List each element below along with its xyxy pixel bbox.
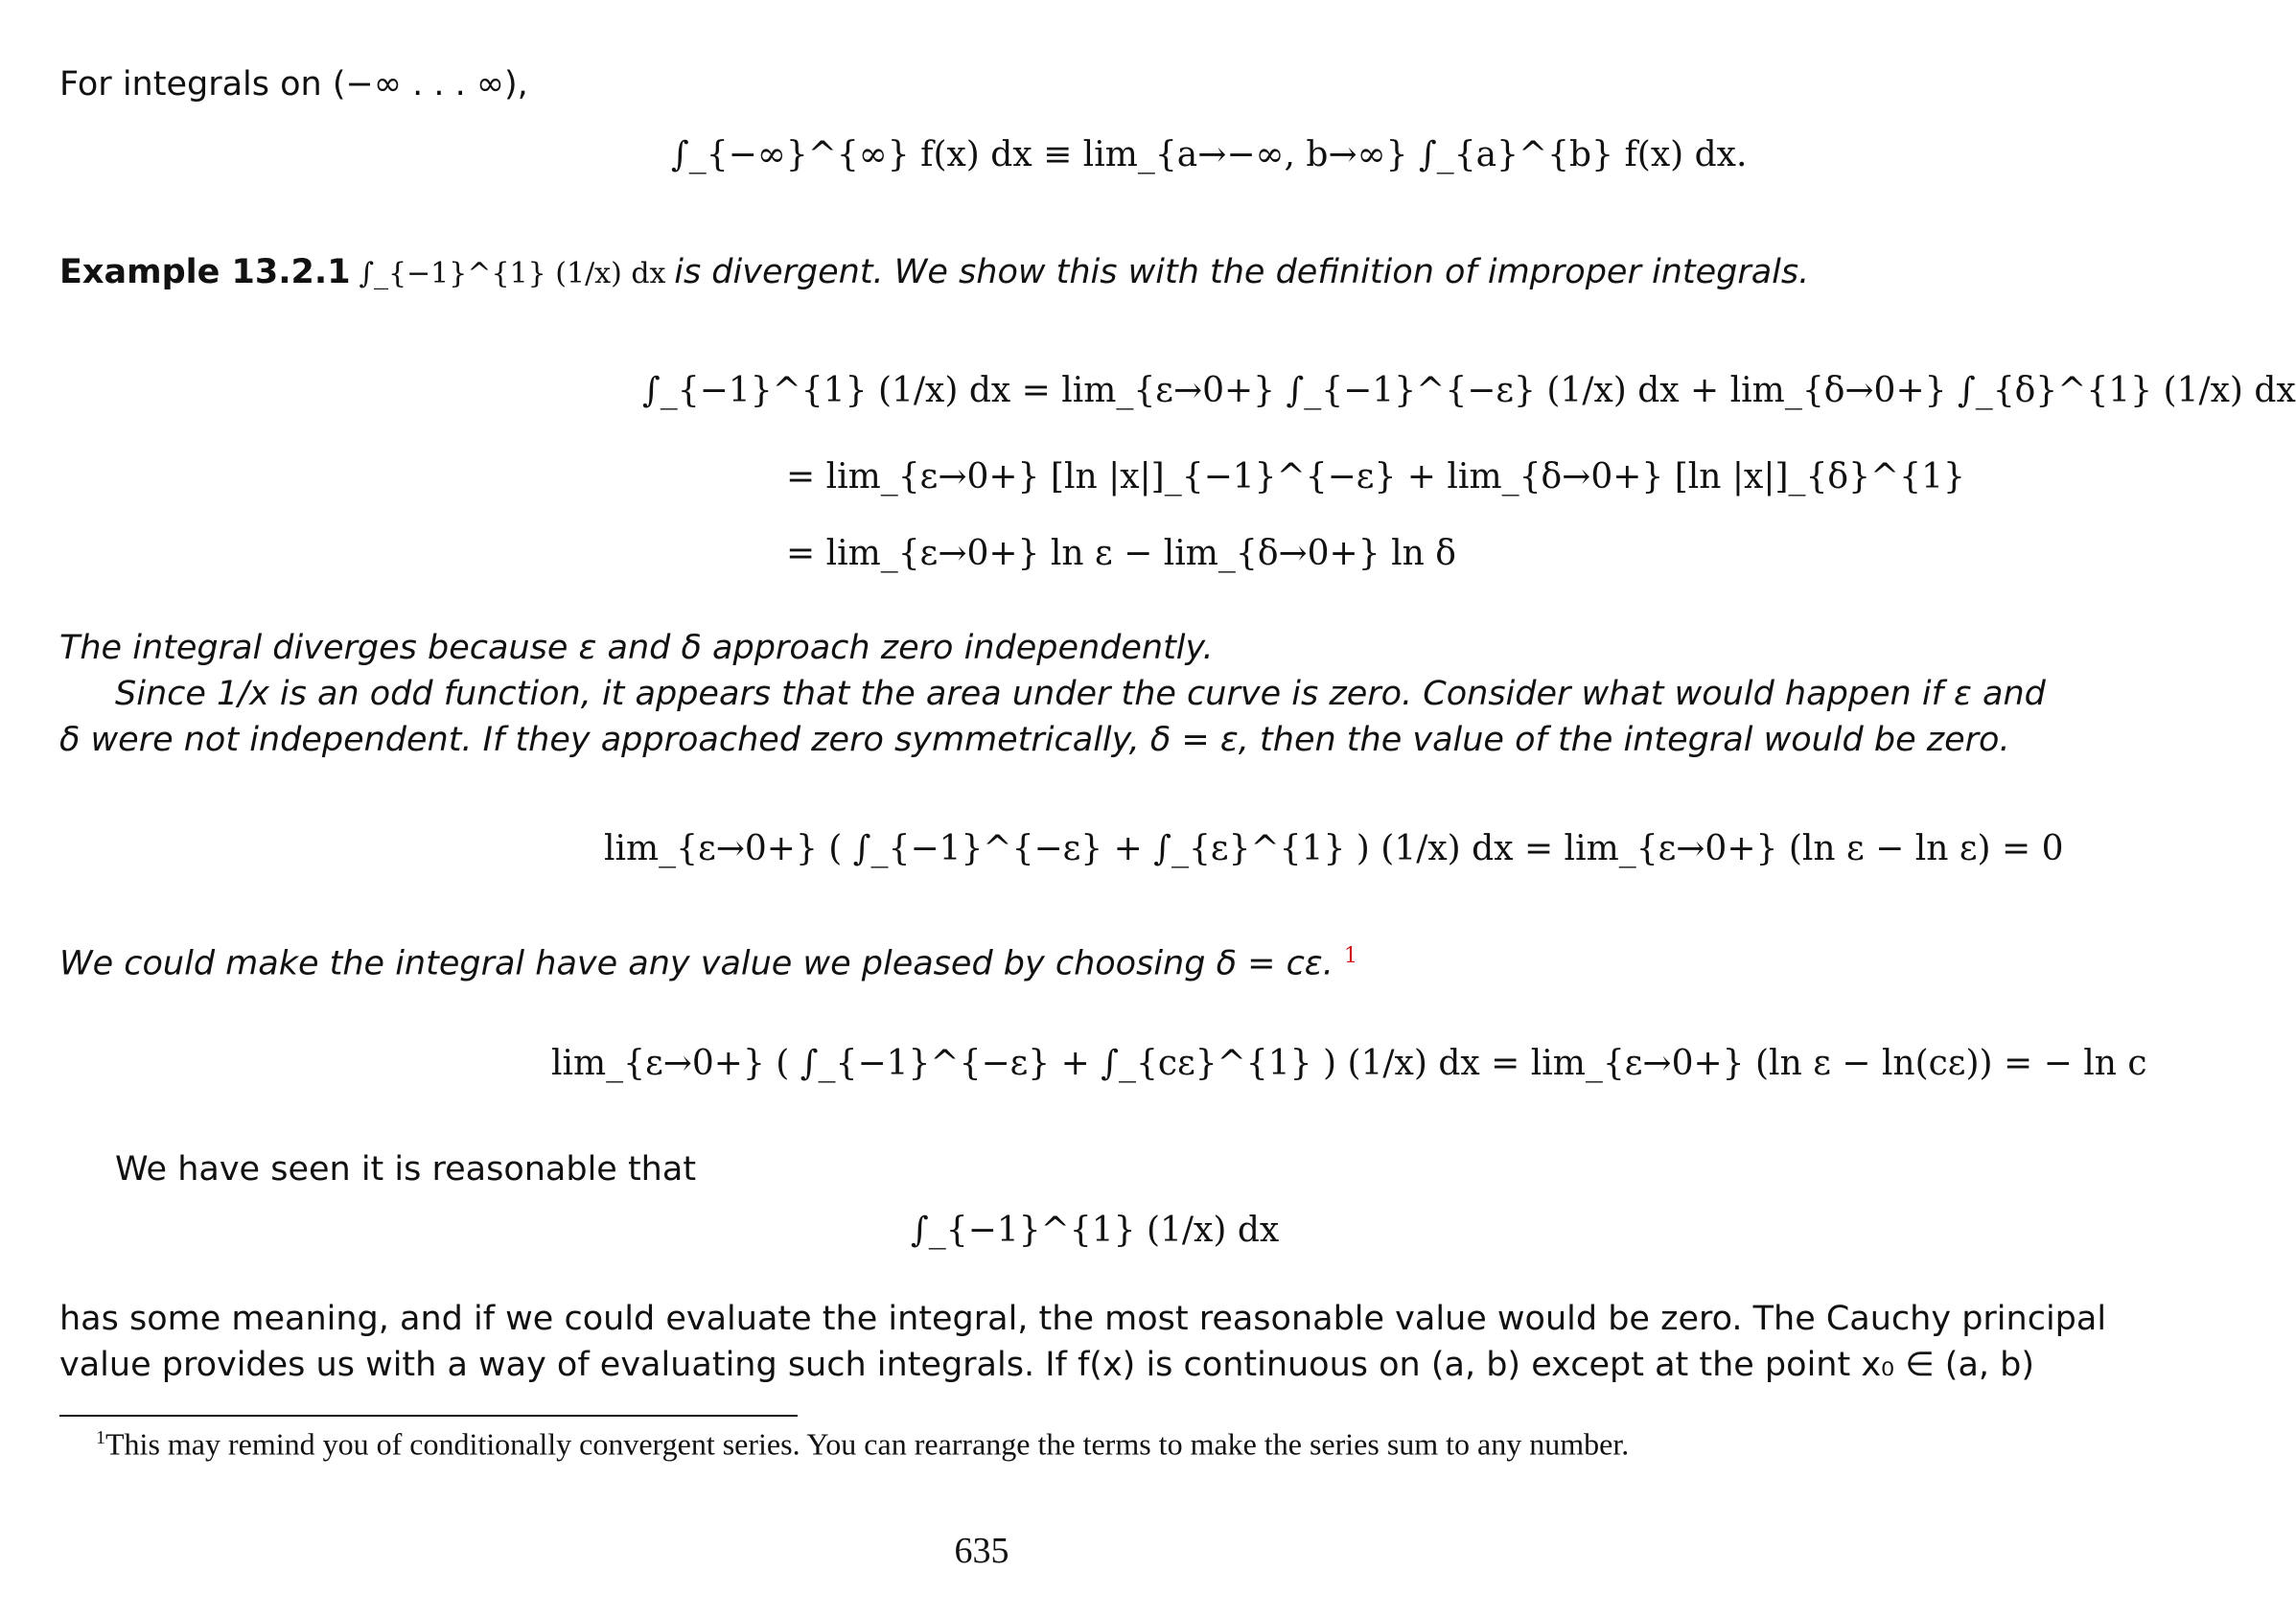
intro-text: For integrals on (−∞ . . . ∞), [59,65,528,104]
cauchy-text-2: value provides us with a way of evaluating such integrals. If f(x) is continuous on (a, b) except at the point x₀ ∈ (a, b) [59,1346,2035,1384]
footnote-marker-ref[interactable]: 1 [1344,944,1357,968]
example-statement: is divergent. We show this with the definition of improper integrals. [674,253,1810,291]
cauchy-text-1: has some meaning, and if we could evaluate the integral, the most reasonable value would be zero. The Cauchy principal [59,1300,2107,1338]
diverges-text: The integral diverges because ε and δ approach zero independently. [59,629,1214,667]
footnote-rule [59,1415,798,1417]
reasonable-integral: ∫_{−1}^{1} (1/x) dx [911,1211,1280,1250]
page-number: 635 [954,1531,1009,1571]
example-line [59,251,1809,295]
derivation-line-2: = lim_{ε→0+} [ln |x|]_{−1}^{−ε} + lim_{δ→0+} [ln |x|]_{δ}^{1} [786,457,1965,497]
c-equation: lim_{ε→0+} ( ∫_{−1}^{−ε} + ∫_{cε}^{1} ) (1/x) dx = lim_{ε→0+} (ln ε − ln(cε)) = − ln c [551,1044,2147,1083]
definition-equation: ∫_{−∞}^{∞} f(x) dx ≡ lim_{a→−∞, b→∞} ∫_{a}^{b} f(x) dx. [671,135,1748,174]
reasonable-line [59,1148,696,1190]
odd-function-text-1 [59,673,2046,715]
example-integral: ∫_{−1}^{1} (1/x) dx [359,257,666,290]
odd-function-text-2: δ were not independent. If they approached zero symmetrically, δ = ε, then the value of the integral would be zero. [59,721,2010,759]
example-label: Example 13.2.1 [59,253,351,291]
odd-function-text-1-span: Since 1/x is an odd function, it appears that the area under the curve is zero. Consider what would happen if ε and [115,675,2046,713]
footnote [96,1419,1629,1464]
symmetric-equation: lim_{ε→0+} ( ∫_{−1}^{−ε} + ∫_{ε}^{1} ) (1/x) dx = lim_{ε→0+} (ln ε − ln ε) = 0 [604,829,2064,868]
any-value-line [59,936,1357,985]
derivation-line-1: ∫_{−1}^{1} (1/x) dx = lim_{ε→0+} ∫_{−1}^{−ε} (1/x) dx + lim_{δ→0+} ∫_{δ}^{1} (1/x) dx [642,371,2296,410]
reasonable-text: We have seen it is reasonable that [115,1150,697,1189]
footnote-text: This may remind you of conditionally convergent series. You can rearrange the terms to make the series sum to any number. [105,1426,1630,1462]
footnote-marker: 1 [96,1427,105,1448]
derivation-line-3: = lim_{ε→0+} ln ε − lim_{δ→0+} ln δ [786,534,1456,573]
any-value-text: We could make the integral have any value we pleased by choosing δ = cε. [59,944,1334,983]
